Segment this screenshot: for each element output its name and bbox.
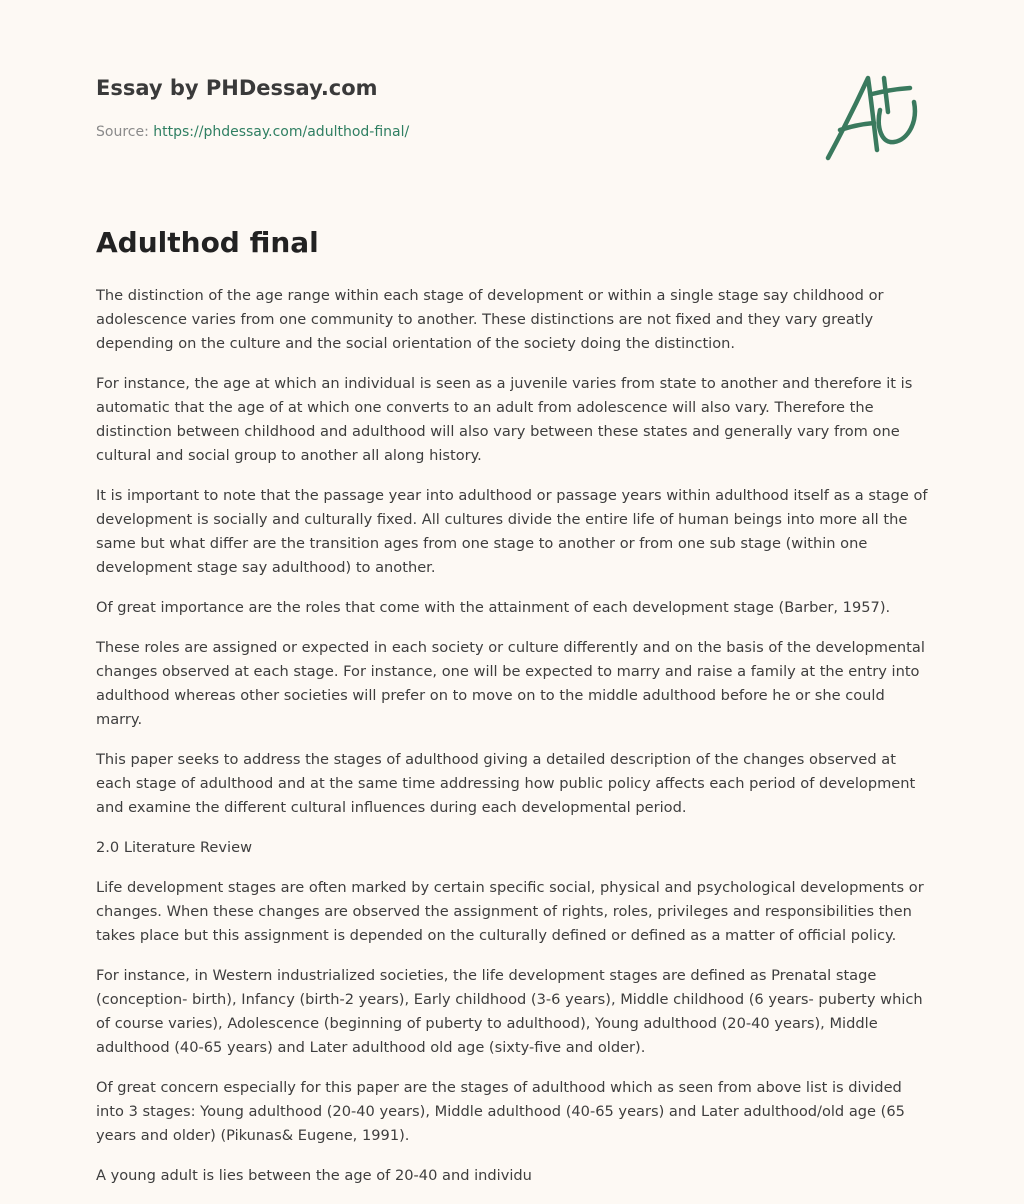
essay-paragraph: Of great concern especially for this paper are the stages of adulthood which as seen from above list is divided into 3 stages: Young adulthood (20-40 years), Middle adulthood (40-65 years) and Later adulthood/old age (65 years and older) (Pikunas& Eugene, 1991).: [96, 1079, 905, 1144]
a-plus-logo-icon: [822, 68, 926, 164]
essay-body: [96, 284, 928, 1204]
site-brand: Essay by PHDessay.com: [96, 76, 378, 100]
essay-paragraph: The distinction of the age range within each stage of development or within a single stage say childhood or adolescence varies from one community to another. These distinctions are not fixed and they vary greatly depending on the culture and the social orientation of the society doing the distinction.: [96, 287, 884, 352]
essay-paragraph: Life development stages are often marked by certain specific social, physical and psychological developments or changes. When these changes are observed the assignment of rights, roles, privileges and responsibilities then takes place but this assignment is depended on the culturally defined or defined as a matter of official policy.: [96, 879, 924, 944]
source-label: Source:: [96, 124, 154, 140]
essay-paragraph: For instance, the age at which an individual is seen as a juvenile varies from state to another and therefore it is automatic that the age of at which one converts to an adult from adolescence will also vary. Therefore the distinction between childhood and adulthood will also vary between these states and generally vary from one cultural and social group to another all along history.: [96, 375, 913, 464]
source-line: [96, 124, 409, 140]
section-heading: 2.0 Literature Review: [96, 839, 253, 856]
essay-paragraph: Of great importance are the roles that come with the attainment of each development stage (Barber, 1957).: [96, 599, 891, 616]
essay-paragraph: A young adult is lies between the age of 20-40 and individu: [96, 1167, 532, 1184]
essay-title: Adulthod final: [96, 226, 319, 259]
essay-paragraph: These roles are assigned or expected in each society or culture differently and on the basis of the developmental changes observed at each stage. For instance, one will be expected to marry and raise a family at the entry into adulthood whereas other societies will prefer on to move on to the middle adulthood before he or she could marry.: [96, 639, 925, 728]
essay-paragraph: For instance, in Western industrialized societies, the life development stages are defined as Prenatal stage (conception- birth), Infancy (birth-2 years), Early childhood (3-6 years), Middle childhood (6 years- puberty which of course varies), Adolescence (beginning of puberty to adulthood), Young adulthood (20-40 years), Middle adulthood (40-65 years) and Later adulthood old age (sixty-five and older).: [96, 967, 923, 1056]
source-link[interactable]: https://phdessay.com/adulthod-final/: [153, 124, 410, 140]
essay-paragraph: It is important to note that the passage year into adulthood or passage years within adulthood itself as a stage of development is socially and culturally fixed. All cultures divide the entire life of human beings into more all the same but what differ are the transition ages from one stage to another or from one sub stage (within one development stage say adulthood) to another.: [96, 487, 928, 576]
essay-paragraph: This paper seeks to address the stages of adulthood giving a detailed description of the changes observed at each stage of adulthood and at the same time addressing how public policy affects each period of development and examine the different cultural influences during each developmental period.: [96, 751, 916, 816]
